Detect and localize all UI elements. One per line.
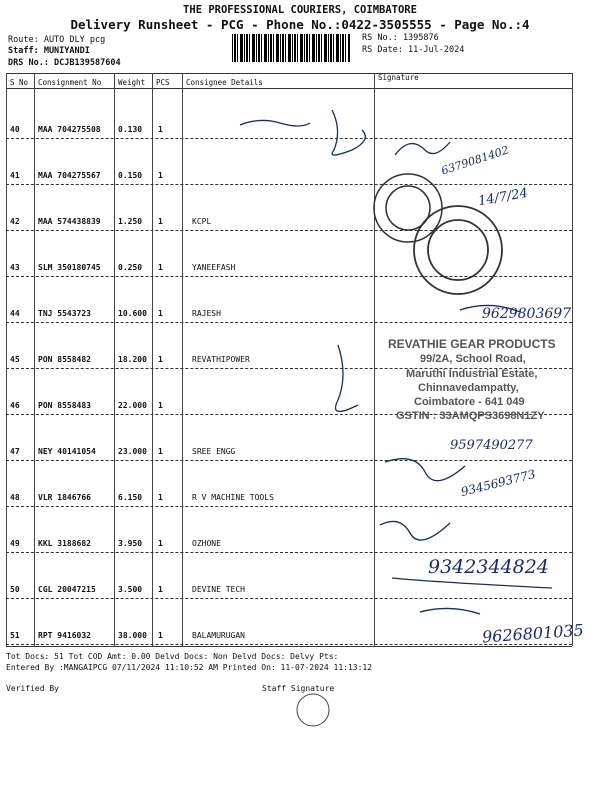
stamp-line-4: Chinnavedampatty,: [418, 382, 519, 394]
row-weight: 6.150: [118, 493, 143, 502]
row-consignee: SREE ENGG: [192, 447, 236, 456]
drs-number: DRS No.: DCJB139587604: [8, 58, 121, 68]
handwritten-phone-6: 9626801035: [481, 620, 585, 647]
row-weight: 0.150: [118, 171, 143, 180]
handwritten-phone-1: 6379081402: [439, 143, 511, 178]
handwritten-phone-2: 9629803697: [482, 306, 572, 322]
row-consignment-no: VLR 1846766: [38, 493, 91, 502]
row-consignment-no: TNJ 5543723: [38, 309, 91, 318]
row-consignee: YANEEFASH: [192, 263, 236, 272]
row-consignment-no: PON 8558482: [38, 355, 91, 364]
runsheet-title: Delivery Runsheet - PCG - Phone No.:0422-3505555 - Page No.:4: [70, 17, 530, 32]
row-pcs: 1: [158, 493, 163, 502]
pcg-office-seal: [297, 694, 329, 726]
row-sno: 46: [10, 401, 20, 410]
row-consignment-no: MAA 704275508: [38, 125, 101, 134]
row-weight: 22.000: [118, 401, 147, 410]
row-consignment-no: RPT 9416032: [38, 631, 91, 640]
row-consignee: R V MACHINE TOOLS: [192, 493, 274, 502]
staff-signature-label: Staff Signature: [262, 684, 335, 693]
row-sno: 40: [10, 125, 20, 134]
row-consignee: REVATHIPOWER: [192, 355, 250, 364]
rs-number: RS No.: 1395876: [362, 33, 439, 43]
handwritten-phone-3: 9597490277: [450, 438, 533, 453]
row-pcs: 1: [158, 217, 163, 226]
col-header-consignment: Consignment No: [38, 78, 102, 87]
row-sno: 44: [10, 309, 20, 318]
stamp-line-5: Coimbatore - 641 049: [414, 396, 525, 408]
verified-by-label: Verified By: [6, 684, 59, 693]
row-pcs: 1: [158, 309, 163, 318]
col-header-pcs: PCS: [156, 78, 170, 87]
row-consignee: DEVINE TECH: [192, 585, 245, 594]
signature-strokes: [240, 110, 552, 614]
row-weight: 0.250: [118, 263, 143, 272]
row-sno: 41: [10, 171, 20, 180]
handwritten-phone-5: 9342344824: [428, 556, 549, 578]
row-pcs: 1: [158, 539, 163, 548]
row-pcs: 1: [158, 631, 163, 640]
stamp-line-2: 99/2A, School Road,: [420, 353, 526, 365]
col-header-signature: Signature: [378, 73, 419, 82]
row-consignment-no: CGL 20047215: [38, 585, 96, 594]
stamp-line-6: GSTIN : 33AMQPS3698N1ZY: [396, 410, 545, 422]
row-consignment-no: SLM 350180745: [38, 263, 101, 272]
row-consignment-no: MAA 574438839: [38, 217, 101, 226]
row-pcs: 1: [158, 447, 163, 456]
table-bottom-border: [6, 646, 572, 647]
round-seal-1: [374, 174, 442, 242]
row-weight: 1.250: [118, 217, 143, 226]
row-sno: 50: [10, 585, 20, 594]
row-sno: 49: [10, 539, 20, 548]
stamp-line-3: Maruthi Industrial Estate,: [406, 368, 538, 380]
col-header-sno: S No: [10, 78, 29, 87]
row-sno: 42: [10, 217, 20, 226]
handwritten-date: 14/7/24: [477, 185, 530, 210]
row-consignment-no: KKL 3188682: [38, 539, 91, 548]
row-weight: 38.000: [118, 631, 147, 640]
row-consignee: OZHONE: [192, 539, 221, 548]
row-sno: 43: [10, 263, 20, 272]
row-pcs: 1: [158, 263, 163, 272]
row-pcs: 1: [158, 171, 163, 180]
col-header-weight: Weight: [118, 78, 146, 87]
route-label: Route: AUTO DLY pcg: [8, 35, 106, 45]
col-header-consignee: Consignee Details: [186, 78, 263, 87]
row-weight: 0.130: [118, 125, 143, 134]
footer-totals: Tot Docs: 51 Tot COD Amt: 0.00 Delvd Docs: Non Delvd Docs: Delvy Pts:: [6, 652, 339, 661]
row-sno: 51: [10, 631, 20, 640]
row-consignee: BALAMURUGAN: [192, 631, 245, 640]
row-pcs: 1: [158, 585, 163, 594]
handwritten-phone-4: 9345693773: [459, 466, 537, 500]
row-pcs: 1: [158, 355, 163, 364]
row-weight: 3.950: [118, 539, 143, 548]
staff-label: Staff: MUNIYANDI: [8, 46, 90, 56]
row-consignment-no: MAA 704275567: [38, 171, 101, 180]
rs-date: RS Date: 11-Jul-2024: [362, 45, 465, 55]
row-sno: 47: [10, 447, 20, 456]
row-pcs: 1: [158, 125, 163, 134]
row-weight: 18.200: [118, 355, 147, 364]
row-consignment-no: PON 8558483: [38, 401, 91, 410]
stamp-line-1: REVATHIE GEAR PRODUCTS: [388, 337, 556, 351]
row-consignee: RAJESH: [192, 309, 221, 318]
row-consignment-no: NEY 40141054: [38, 447, 96, 456]
row-weight: 3.500: [118, 585, 143, 594]
row-sno: 48: [10, 493, 20, 502]
row-consignee: KCPL: [192, 217, 212, 226]
row-pcs: 1: [158, 401, 163, 410]
row-weight: 23.000: [118, 447, 147, 456]
round-seal-2: [414, 206, 502, 294]
footer-entered-by: Entered By :MANGAIPCG 07/11/2024 11:10:52 AM Printed On: 11-07-2024 11:13:12: [6, 663, 373, 672]
company-name: THE PROFESSIONAL COURIERS, COIMBATORE: [183, 4, 417, 16]
row-sno: 45: [10, 355, 20, 364]
row-weight: 10.600: [118, 309, 147, 318]
